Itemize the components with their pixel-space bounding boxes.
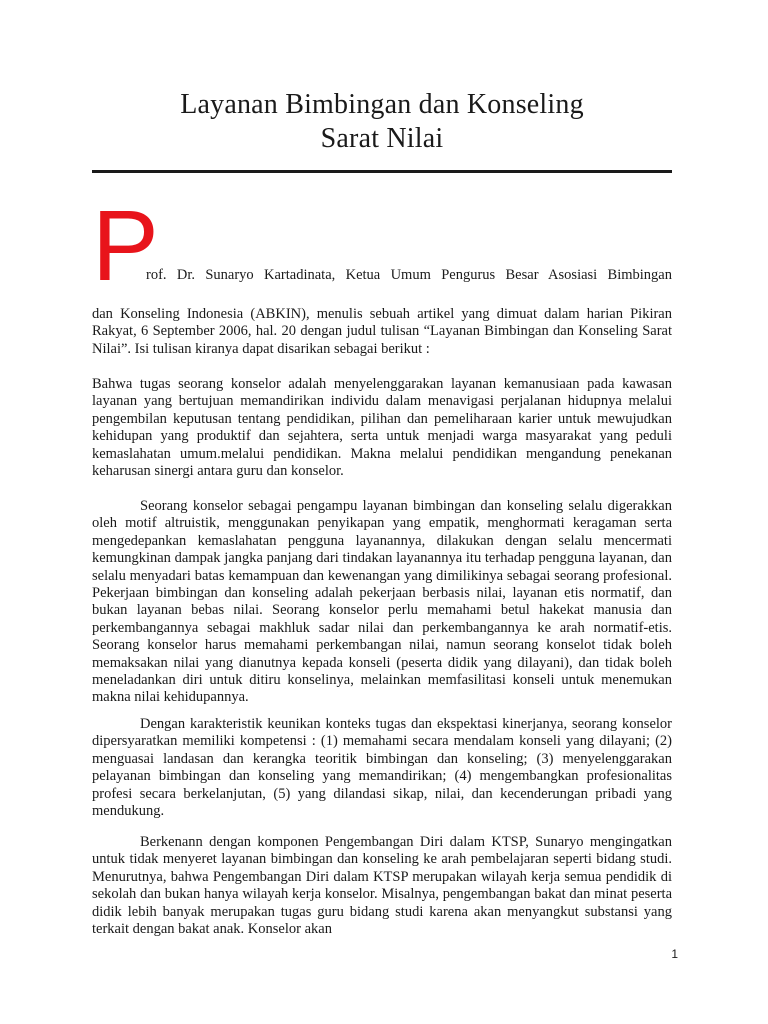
drop-cap: P [92, 190, 159, 302]
title-divider [92, 170, 672, 173]
paragraph-1-continuation: dan Konseling Indonesia (ABKIN), menulis sebuah artikel yang dimuat dalam harian Pikiran Rakyat, 6 September 2006, hal. 20 dengan judul tulisan “Layanan Bimbingan dan Konseling Sarat Nilai”. Isi tulisan kiranya dapat disarikan sebagai berikut : [92, 306, 672, 357]
title-line-1: Layanan Bimbingan dan Konseling [180, 89, 584, 120]
page-number: 1 [671, 947, 678, 961]
paragraph-3: Seorang konselor sebagai pengampu layanan bimbingan dan konseling selalu digerakkan oleh motif altruistik, menggunakan penyikapan yang empatik, menghormati keragaman serta mengedepankan kemaslahatan pengguna layanannya, dilakukan dengan selalu mencermati kemungkinan dampak jangka panjang dari tindakan layanannya itu terhadap pengguna layanan, dan selalu menyadari batas kemampuan dan kewenangan yang dimilikinya sebagai seorang profesional. Pekerjaan bimbingan dan konseling adalah pekerjaan berbasis nilai, layanan etis normatif, dan bukan layanan bebas nilai. Seorang konselor perlu memahami betul hakekat manusia dan perkembangannya sebagai makhluk sadar nilai dan perkembangannya ke arah normatif-etis. Seorang konselor harus memahami perkembangan nilai, namun seorang konselot tidak boleh memaksakan nilai yang dianutnya kepada konseli (peserta didik yang dilayani), dan tidak boleh meneladankan diri untuk ditiru konselinya, melainkan memfasilitasi konseli untuk menemukan makna nilai kehidupannya. [92, 498, 672, 706]
paragraph-2: Bahwa tugas seorang konselor adalah menyelenggarakan layanan kemanusiaan pada kawasan layanan yang bertujuan memandirikan individu dalam menavigasi perjalanan hidupnya melalui pengembilan keputusan tentang pendidikan, pilihan dan pemeliharaan karier untuk mewujudkan kehidupan yang produktif dan sejahtera, serta untuk menjadi warga masyarakat yang peduli kemaslahatan umum.melalui pendidikan. Makna melalui pendidikan mengandung penekanan keharusan sinergi antara guru dan konselor. [92, 376, 672, 480]
paragraph-1-first-line: rof. Dr. Sunaryo Kartadinata, Ketua Umum Pengurus Besar Asosiasi Bimbingan [146, 267, 672, 283]
title-line-2: Sarat Nilai [320, 123, 444, 154]
paragraph-5: Berkenann dengan komponen Pengembangan Diri dalam KTSP, Sunaryo mengingatkan untuk tidak menyeret layanan bimbingan dan konseling ke arah pembelajaran seperti bidang studi. Menurutnya, bahwa Pengembangan Diri dalam KTSP merupakan wilayah kerja semua pendidik di sekolah dan bukan hanya wilayah kerja konselor. Misalnya, pengembangan bakat dan minat peserta didik lebih banyak merupakan tugas guru bidang studi karena akan menyangkut substansi yang terkait dengan bakat anak. Konselor akan [92, 834, 672, 938]
paragraph-4: Dengan karakteristik keunikan konteks tugas dan ekspektasi kinerjanya, seorang konselor dipersyaratkan memiliki kompetensi : (1) memahami secara mendalam konseli yang dilayani; (2) menguasai landasan dan kerangka teoritik bimbingan dan konseling; (3) menyelenggarakan pelayanan bimbingan dan konseling yang memandirikan; (4) mengembangkan profesionalitas profesi secara berkelanjutan, (5) yang dilandasi sikap, nilai, dan kecenderungan pribadi yang mendukung. [92, 716, 672, 820]
document-title [92, 88, 672, 156]
